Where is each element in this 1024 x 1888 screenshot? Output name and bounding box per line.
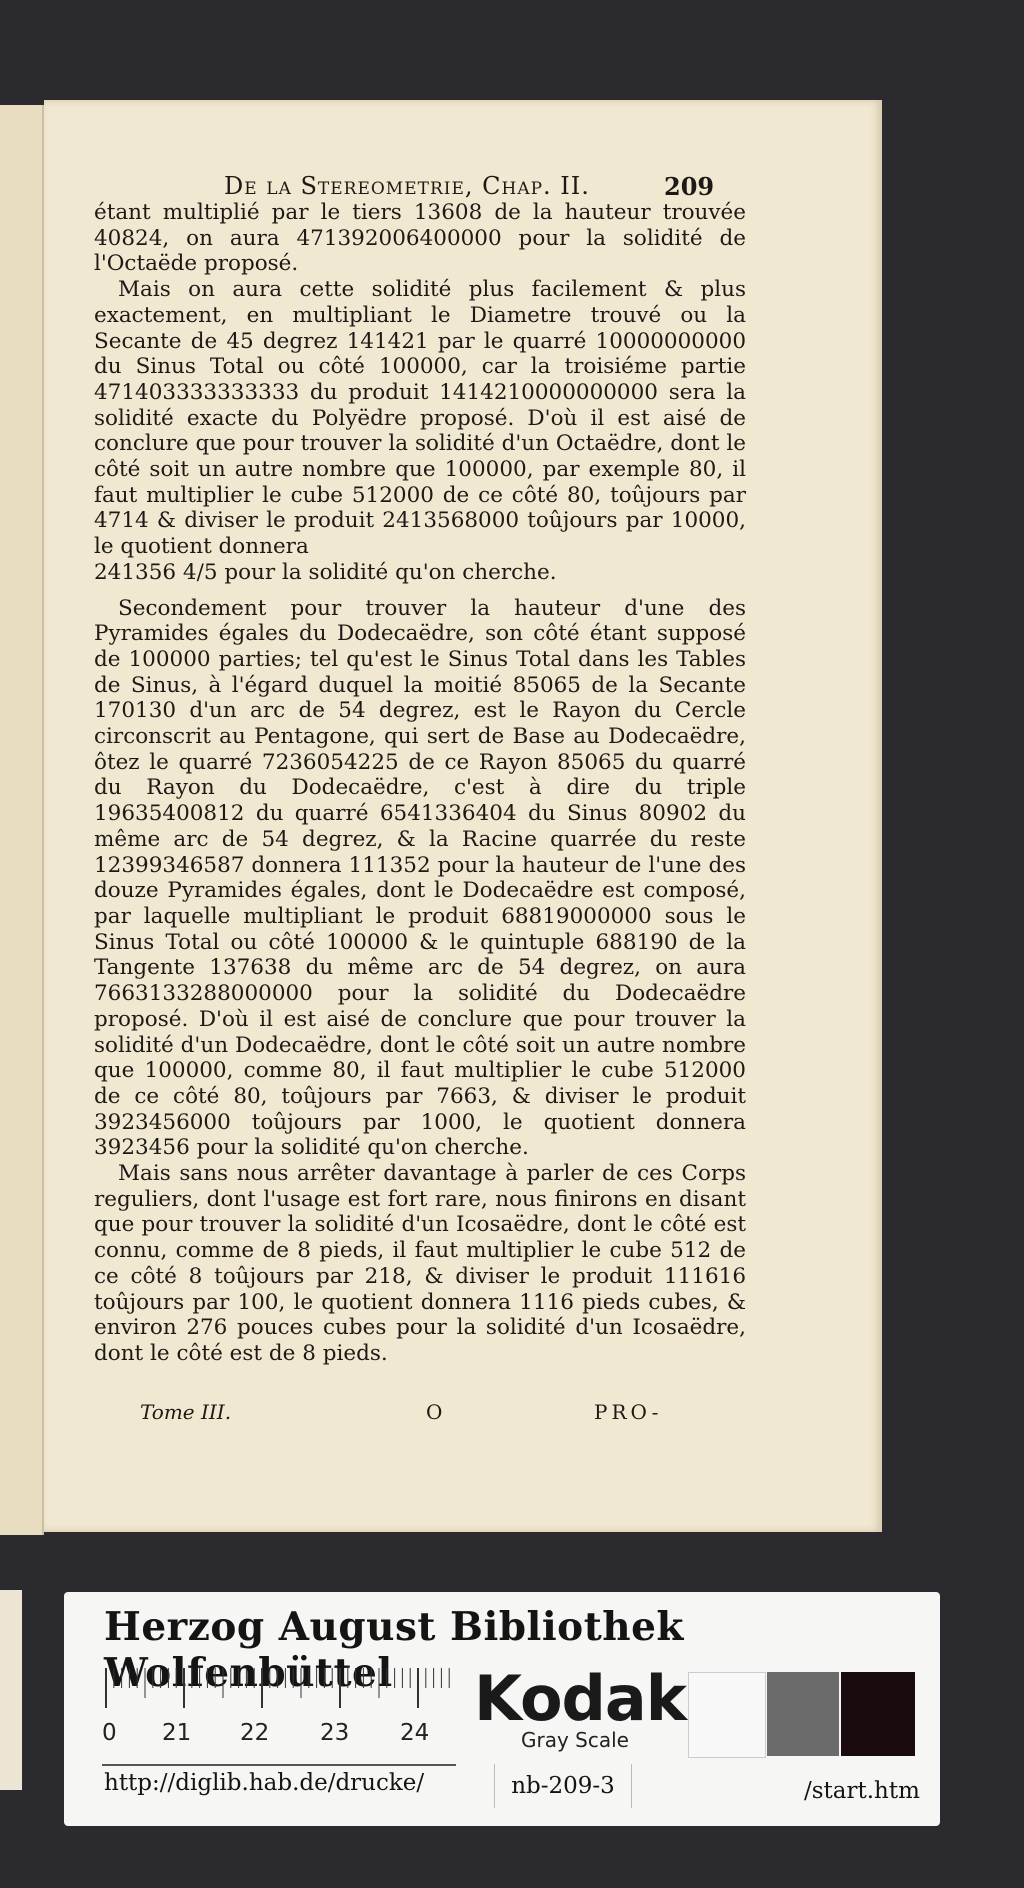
adjacent-page-edge <box>0 105 44 1535</box>
book-page <box>44 100 882 1532</box>
ruler-label: 24 <box>400 1720 430 1746</box>
source-url: http://diglib.hab.de/drucke/ <box>104 1770 425 1796</box>
ruler-label: 23 <box>320 1720 350 1746</box>
page-footer <box>44 1400 882 1430</box>
gray-scale-label: Gray Scale <box>521 1728 629 1752</box>
paragraph-2: Mais on aura cette solidité plus facilement & plus exactement, en multipliant le Diametre trouvé ou la Secante de 45 degrez 141421 par le quarré 10000000000 du Sinus Total ou côté 100000, car la troisiéme partie 471403333333333 du produit 1414210000000000 sera la solidité exacte du Polyëdre proposé. D'où il est aisé de conclure que pour trouver la solidité d'un Octaëdre, dont le côté soit un autre nombre que 100000, par exemple 80, il faut multiplier le cube 512000 de ce côté 80, toûjours par 4714 & diviser le produit 2413568000 toûjours par 10000, le quotient donnera <box>94 277 746 560</box>
gray-swatch-mid <box>767 1672 839 1756</box>
ruler-label: 21 <box>162 1720 192 1746</box>
paragraph-1: étant multiplié par le tiers 13608 de la hauteur trouvée 40824, on aura 471392006400000 pour la solidité de l'Octaëde proposé. <box>94 200 746 277</box>
running-head-title: De la Stereometrie, Chap. II. <box>224 172 590 200</box>
footer-signature: O <box>426 1400 443 1424</box>
body-text <box>94 200 746 1367</box>
gray-swatch-black <box>841 1672 915 1756</box>
scan-target-card <box>64 1592 940 1826</box>
ruler-label: 0 <box>102 1720 117 1746</box>
paragraph-4: Secondement pour trouver la hauteur d'une des Pyramides égales du Dodecaëdre, son côté étant supposé de 100000 parties; tel qu'est le Sinus Total dans les Tables de Sinus, à l'égard duquel la moitié 85065 de la Secante 170130 d'un arc de 54 degrez, est le Rayon du Cercle circonscrit au Pentagone, qui sert de Base au Dodecaëdre, ôtez le quarré 7236054225 de ce Rayon 85065 du quarré du Rayon du Dodecaëdre, c'est à dire du triple 19635400812 du quarré 6541336404 du Sinus 80902 du même arc de 54 degrez, & la Racine quarrée du reste 12399346587 donnera 111352 pour la hauteur de l'une des douze Pyramides égales, dont le Dodecaëdre est composé, par laquelle multipliant le produit 68819000000 sous le Sinus Total ou côté 100000 & le quintuple 688190 de la Tangente 137638 du même arc de 54 degrez, on aura 7663133288000000 pour la solidité du Dodecaëdre proposé. D'où il est aisé de conclure que pour trouver la solidité d'un Dodecaëdre, dont le côté soit un autre nombre que 100000, comme 80, il faut multiplier le cube 512000 de ce côté 80, toûjours par 7663, & diviser le produit 3923456000 toûjours par 1000, le quotient donnera 3923456 pour la solidité qu'on cherche. <box>94 595 746 1161</box>
item-id: nb-209-3 <box>494 1764 632 1808</box>
ruler <box>102 1668 456 1766</box>
kodak-logo: Kodak <box>474 1662 686 1735</box>
url-suffix: /start.htm <box>804 1778 920 1804</box>
gray-swatch-white <box>688 1672 766 1758</box>
ruler-ticks <box>102 1668 456 1712</box>
ruler-labels <box>102 1720 456 1750</box>
paragraph-3: 241356 4/5 pour la solidité qu'on cherche. <box>94 559 557 585</box>
footer-catchword: PRO- <box>594 1400 663 1424</box>
page-number: 209 <box>664 172 715 201</box>
footer-tome: Tome III. <box>140 1400 232 1424</box>
adjacent-page-edge-lower <box>0 1590 22 1790</box>
ruler-label: 22 <box>240 1720 270 1746</box>
library-title: Herzog August Bibliothek Wolfenbüttel <box>104 1604 684 1696</box>
paragraph-5: Mais sans nous arrêter davantage à parler de ces Corps reguliers, dont l'usage est fort rare, nous finirons en disant que pour trouver la solidité d'un Icosaëdre, dont le côté est connu, comme de 8 pieds, il faut multiplier le cube 512 de ce côté 8 toûjours par 218, & diviser le produit 111616 toûjours par 100, le quotient donnera 1116 pieds cubes, & environ 276 pouces cubes pour la solidité d'un Icosaëdre, dont le côté est de 8 pieds. <box>94 1161 746 1366</box>
running-head <box>44 172 882 202</box>
